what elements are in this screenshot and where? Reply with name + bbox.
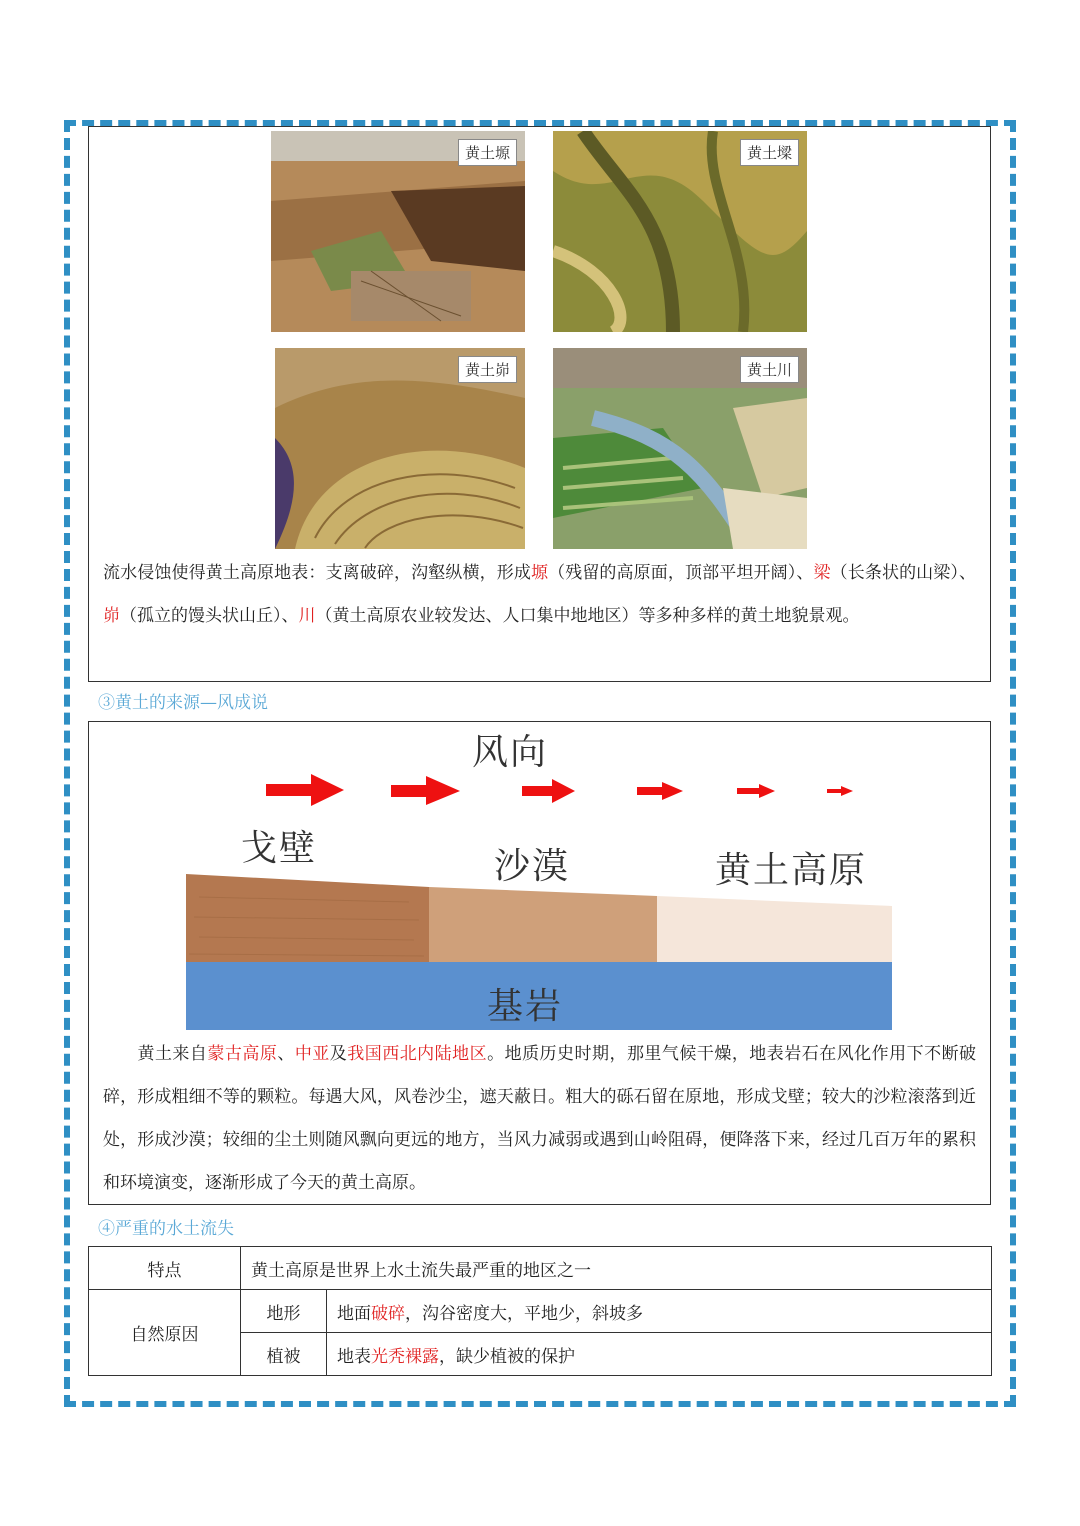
gobi-label: 戈壁 — [241, 828, 318, 869]
terrain-value — [327, 1290, 992, 1333]
highlight-northwest-inland: 我国西北内陆地区 — [347, 1044, 488, 1064]
photo-yuan — [271, 131, 525, 332]
terrain-header: 地形 — [241, 1290, 327, 1333]
photo-tag: 黄土峁 — [458, 356, 517, 383]
photo-grid — [88, 126, 991, 554]
photo-mao — [275, 348, 525, 549]
landform-description — [88, 552, 991, 682]
gobi-layer — [186, 874, 429, 962]
desert-layer — [429, 887, 657, 962]
photo-liang — [553, 131, 807, 332]
highlight-liang: 梁 — [813, 563, 831, 583]
feature-header: 特点 — [89, 1247, 241, 1290]
bedrock-label: 基岩 — [487, 986, 564, 1027]
photo-chuan — [553, 348, 807, 549]
vegetation-header: 植被 — [241, 1333, 327, 1376]
highlight-yuan: 塬 — [530, 563, 549, 583]
feature-value: 黄土高原是世界上水土流失最严重的地区之一 — [241, 1247, 992, 1290]
loess-plateau-label: 黄土高原 — [715, 850, 868, 891]
desert-label: 沙漠 — [494, 846, 571, 887]
section-title-soil-erosion: ④严重的水土流失 — [98, 1219, 234, 1239]
highlight-central-asia: 中亚 — [294, 1044, 330, 1064]
text: 地表 — [337, 1346, 371, 1367]
wind-direction-label: 风向 — [472, 732, 549, 773]
text: 地面 — [337, 1303, 371, 1324]
text: 及 — [329, 1044, 348, 1064]
wind-arrows — [266, 774, 853, 806]
photo-tag: 黄土川 — [740, 356, 799, 383]
text: 黄土来自 — [137, 1044, 208, 1064]
text: 。地质历史时期，那里气候干燥，地表岩石在风化作用下不断破碎，形成粗细不等的颗粒。每遇大风，风卷沙尘，遮天蔽日。粗大的砾石留在原地，形成戈壁；较大的沙粒滚落到近处，形成沙漠；较细的尘土则随风飘向更远的地方，当风力减弱或遇到山岭阻碍，便降落下来，经过几百万年的累积和环境演变，逐渐形成了今天的黄土高原。 — [103, 1044, 977, 1193]
text: （长条状的山梁）、 — [830, 563, 977, 583]
loess-layer — [657, 896, 892, 962]
origin-paragraph — [89, 1033, 990, 1205]
highlight-chuan: 川 — [298, 606, 316, 626]
section-title-loess-origin: ③黄土的来源—风成说 — [98, 693, 268, 713]
soil-erosion-table — [88, 1246, 992, 1376]
natural-cause-header: 自然原因 — [89, 1290, 241, 1376]
text: （孤立的馒头状山丘）、 — [120, 606, 299, 626]
text: （残留的高原面，顶部平坦开阔）、 — [548, 563, 814, 583]
text: （黄土高原农业较发达、人口集中地地区）等多种多样的黄土地貌景观。 — [315, 606, 860, 626]
table-row — [89, 1290, 992, 1333]
highlight: 光秃裸露 — [371, 1346, 439, 1367]
text: ，缺少植被的保护 — [439, 1346, 575, 1367]
text: ，沟谷密度大，平地少，斜坡多 — [405, 1303, 643, 1324]
wind-origin-diagram — [88, 721, 991, 1035]
origin-description — [88, 1033, 991, 1205]
vegetation-value — [327, 1333, 992, 1376]
photo-tag: 黄土墚 — [740, 139, 799, 166]
photo-tag: 黄土塬 — [458, 139, 517, 166]
highlight-mao: 峁 — [103, 606, 120, 626]
table-row — [89, 1247, 992, 1290]
text: 、 — [277, 1044, 295, 1064]
highlight-mongolian-plateau: 蒙古高原 — [207, 1044, 278, 1064]
landform-paragraph — [89, 552, 990, 638]
text: 流水侵蚀使得黄土高原地表：支离破碎，沟壑纵横，形成 — [103, 563, 531, 583]
highlight: 破碎 — [371, 1303, 405, 1324]
